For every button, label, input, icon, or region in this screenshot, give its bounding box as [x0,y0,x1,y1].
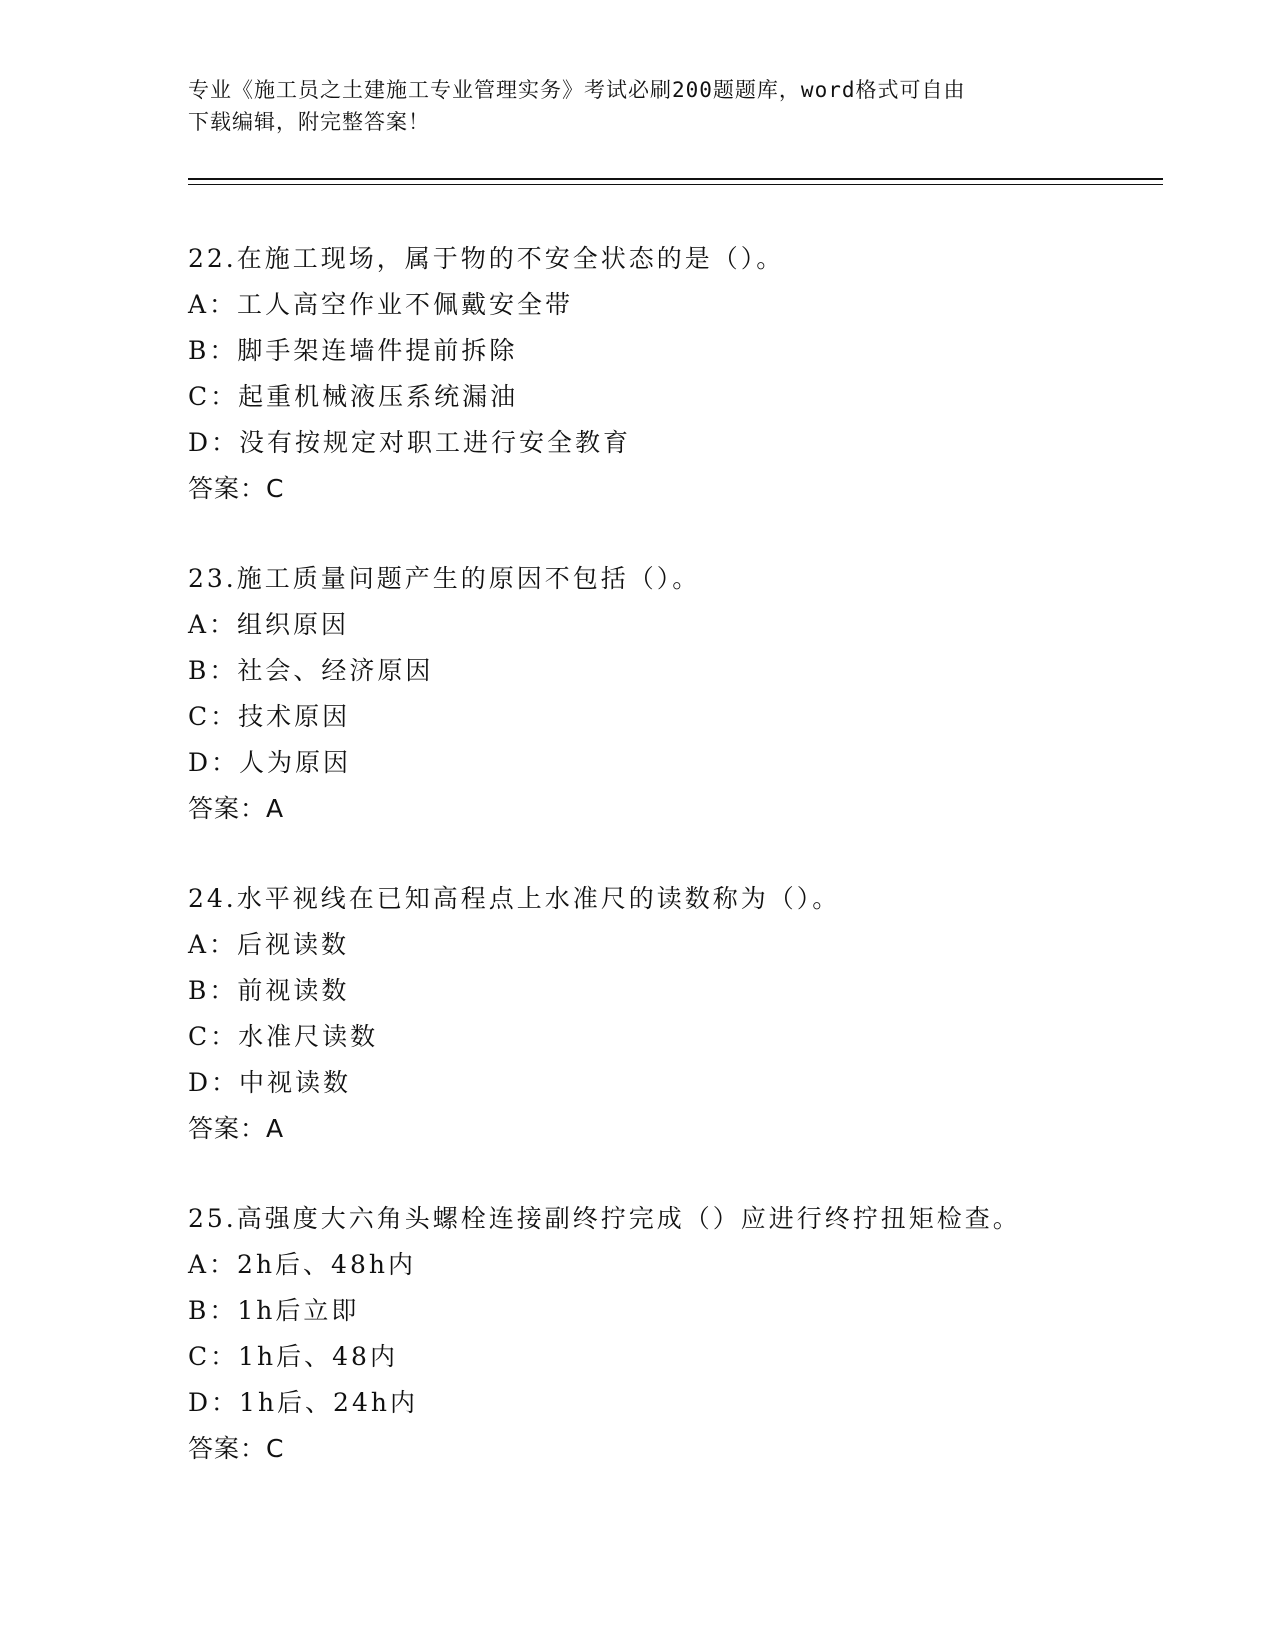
question-22 [188,236,1148,512]
question-stem: 22.在施工现场，属于物的不安全状态的是（）。 [188,244,785,273]
option-d: D：中视读数 [188,1068,352,1097]
option-b: B：社会、经济原因 [188,656,434,685]
option-d: D：人为原因 [188,748,352,777]
question-24 [188,876,1148,1152]
option-d: D：没有按规定对职工进行安全教育 [188,428,632,457]
answer-line: 答案：A [188,794,285,823]
question-stem: 25.高强度大六角头螺栓连接副终拧完成（）应进行终拧扭矩检查。 [188,1204,1021,1233]
header-divider-thin [188,184,1163,185]
option-c: C：技术原因 [188,702,351,731]
option-a: A：2h后、48h内 [188,1250,416,1279]
answer-line: 答案：C [188,474,285,503]
option-b: B：前视读数 [188,976,350,1005]
question-23 [188,556,1148,832]
option-c: C：起重机械液压系统漏油 [188,382,519,411]
option-c: C：水准尺读数 [188,1022,379,1051]
document-header [188,74,1088,138]
answer-line: 答案：A [188,1114,285,1143]
option-b: B：1h后立即 [188,1296,360,1325]
option-a: A：组织原因 [188,610,350,639]
question-stem: 23.施工质量问题产生的原因不包括（）。 [188,564,701,593]
option-d: D：1h后、24h内 [188,1388,418,1417]
option-a: A：工人高空作业不佩戴安全带 [188,290,574,319]
header-line-1: 专业《施工员之土建施工专业管理实务》考试必刷200题题库，word格式可自由 [188,78,966,102]
header-line-2: 下载编辑，附完整答案！ [188,110,430,134]
question-25 [188,1196,1148,1472]
question-stem: 24.水平视线在已知高程点上水准尺的读数称为（）。 [188,884,841,913]
header-divider-thick [188,178,1163,180]
answer-line: 答案：C [188,1434,285,1463]
option-b: B：脚手架连墙件提前拆除 [188,336,518,365]
option-c: C：1h后、48内 [188,1342,398,1371]
option-a: A：后视读数 [188,930,350,959]
